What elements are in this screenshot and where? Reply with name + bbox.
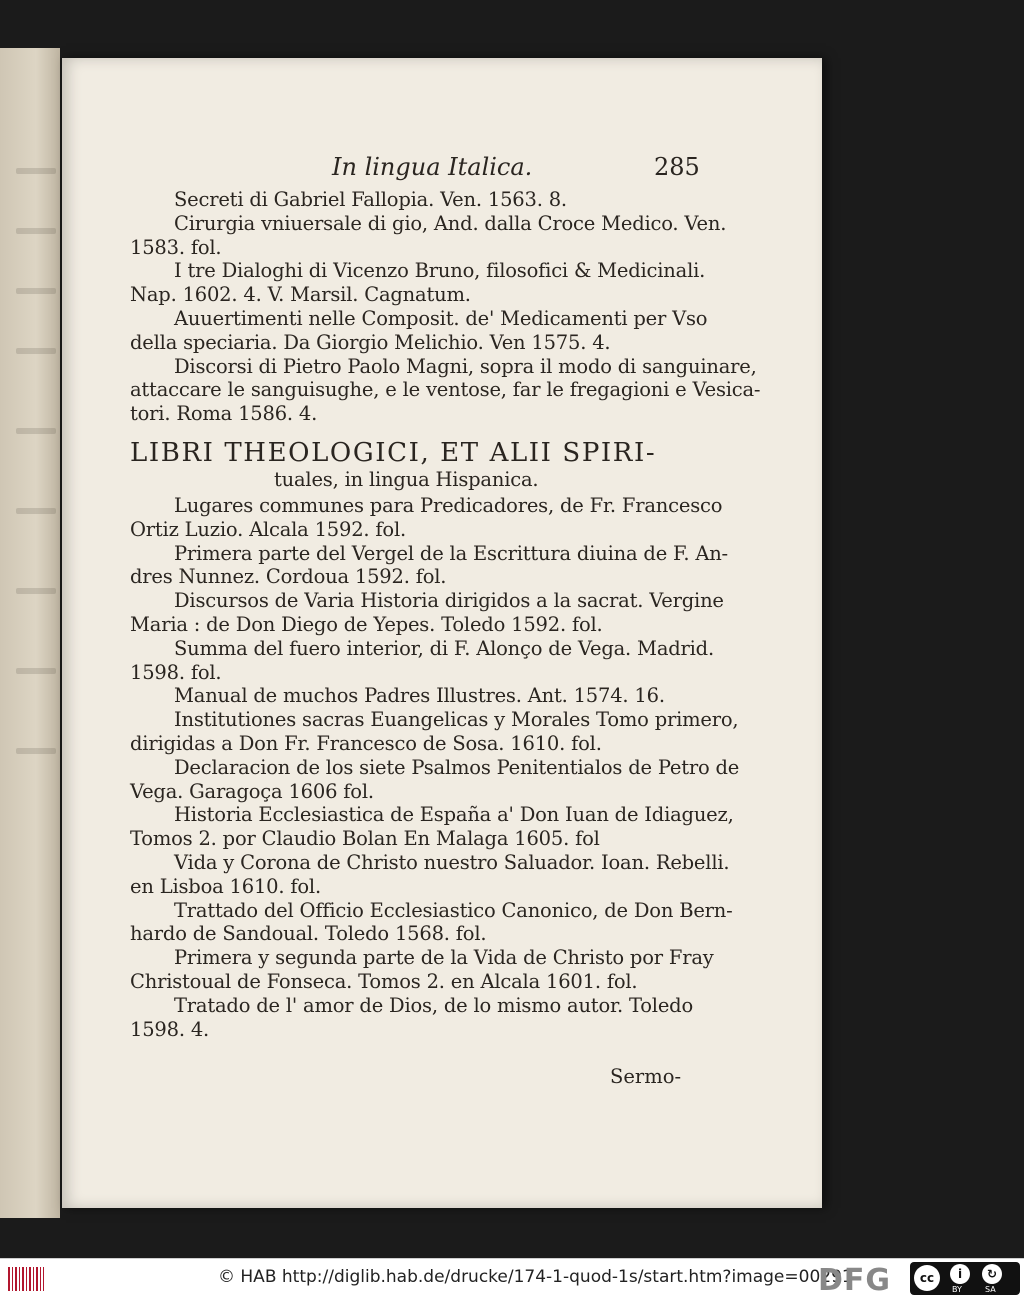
hab-logo-icon	[8, 1267, 44, 1291]
entry-line: Auuertimenti nelle Composit. de' Medicamenti per Vso	[174, 306, 708, 330]
bibliography-entry	[130, 354, 761, 426]
entry-line: Institutiones sacras Euangelicas y Morales Tomo primero,	[174, 708, 739, 732]
entry-line: Summa del fuero interior, di F. Alonço de Vega. Madrid.	[174, 636, 714, 660]
page-text	[130, 188, 761, 1041]
bibliography-entry	[130, 541, 728, 590]
entry-line: Discorsi di Pietro Paolo Magni, sopra il modo di sanguinare,	[174, 354, 757, 378]
entry-line: Manual de muchos Padres Illustres. Ant. 1574. 16.	[174, 684, 665, 708]
entry-line: Nap. 1602. 4. V. Marsil. Cagnatum.	[130, 283, 471, 307]
entry-line: Secreti di Gabriel Fallopia. Ven. 1563. 8.	[174, 188, 567, 211]
bibliography-entry	[130, 684, 690, 708]
cc-by-sa-badge[interactable]	[910, 1262, 1020, 1295]
bibliography-entry	[130, 589, 724, 637]
entry-line: Vida y Corona de Christo nuestro Saluador. Ioan. Rebelli.	[174, 850, 730, 874]
entry-line: della speciaria. Da Giorgio Melichio. Ven 1575. 4.	[130, 330, 611, 354]
bibliography-entry	[130, 493, 723, 542]
entry-line: Declaracion de los siete Psalmos Penitentialos de Petro de	[174, 755, 740, 779]
bibliography-entry	[130, 946, 714, 994]
section-heading-line2: tuales, in lingua Hispanica.	[274, 467, 539, 491]
facing-page-edge	[0, 48, 60, 1218]
bibliography-entry	[130, 803, 734, 851]
entry-line: Christoual de Fonseca. Tomos 2. en Alcala 1601. fol.	[130, 969, 638, 993]
entry-line: 1583. fol.	[130, 235, 222, 259]
source-credit-link[interactable]: © HAB http://diglib.hab.de/drucke/174-1-quod-1s/start.htm?image=00291	[218, 1267, 853, 1287]
entry-line: Vega. Garagoça 1606 fol.	[130, 779, 374, 803]
bibliography-entry	[130, 850, 730, 899]
section-heading-line1: LIBRI THEOLOGICI, ET ALII SPIRI-	[130, 437, 657, 468]
entry-line: dirigidas a Don Fr. Francesco de Sosa. 1610. fol.	[130, 731, 602, 755]
bibliography-entry	[130, 755, 740, 804]
entry-line: Ortiz Luzio. Alcala 1592. fol.	[130, 517, 407, 541]
by-icon: i	[950, 1264, 970, 1284]
entry-line: Primera y segunda parte de la Vida de Christo por Fray	[174, 946, 714, 970]
entry-line: Cirurgia vniuersale di gio, And. dalla Croce Medico. Ven.	[174, 211, 727, 235]
entry-line: Lugares communes para Predicadores, de Fr. Francesco	[174, 493, 723, 517]
entry-line: en Lisboa 1610. fol.	[130, 874, 321, 898]
entry-line: I tre Dialoghi di Vicenzo Bruno, filosofici & Medicinali.	[174, 259, 706, 283]
italian-entries	[130, 188, 761, 426]
entry-line: 1598. 4.	[130, 1017, 210, 1041]
footer-bar	[0, 1258, 1024, 1298]
cc-icon: cc	[914, 1265, 940, 1291]
running-head	[62, 153, 822, 187]
entry-line: Tomos 2. por Claudio Bolan En Malaga 1605. fol	[130, 827, 600, 851]
by-label: BY	[952, 1285, 962, 1294]
bibliography-entry	[130, 188, 690, 212]
entry-line: Trattado del Officio Ecclesiastico Canonico, de Don Bern-	[174, 898, 733, 922]
entry-line: Discursos de Varia Historia dirigidos a la sacrat. Vergine	[174, 589, 724, 613]
entry-line: tori. Roma 1586. 4.	[130, 402, 318, 426]
book-page	[62, 58, 822, 1208]
bibliography-entry	[130, 259, 706, 307]
page-number: 285	[654, 153, 700, 181]
bibliography-entry	[130, 708, 739, 756]
entry-line: hardo de Sandoual. Toledo 1568. fol.	[130, 922, 487, 946]
catchword: Sermo-	[610, 1065, 682, 1088]
section-heading	[130, 438, 690, 492]
entry-line: Primera parte del Vergel de la Escrittura diuina de F. An-	[174, 541, 728, 565]
entry-line: dres Nunnez. Cordoua 1592. fol.	[130, 565, 447, 589]
spanish-entries	[130, 493, 740, 1041]
entry-line: Historia Ecclesiastica de España a' Don Iuan de Idiaguez,	[174, 803, 734, 827]
dfg-logo: DFG	[818, 1263, 892, 1298]
running-head-title: In lingua Italica.	[332, 153, 533, 181]
bibliography-entry	[130, 993, 693, 1042]
bibliography-entry	[130, 306, 708, 355]
entry-line: attaccare le sanguisughe, e le ventose, far le fregagioni e Vesica-	[130, 378, 761, 402]
bibliography-entry	[130, 636, 714, 685]
bibliography-entry	[130, 211, 727, 260]
bibliography-entry	[130, 898, 733, 947]
entry-line: Tratado de l' amor de Dios, de lo mismo autor. Toledo	[174, 993, 693, 1017]
sa-label: SA	[985, 1285, 996, 1294]
entry-line: 1598. fol.	[130, 660, 222, 684]
sa-icon: ↻	[982, 1264, 1002, 1284]
entry-line: Maria : de Don Diego de Yepes. Toledo 1592. fol.	[130, 612, 603, 636]
